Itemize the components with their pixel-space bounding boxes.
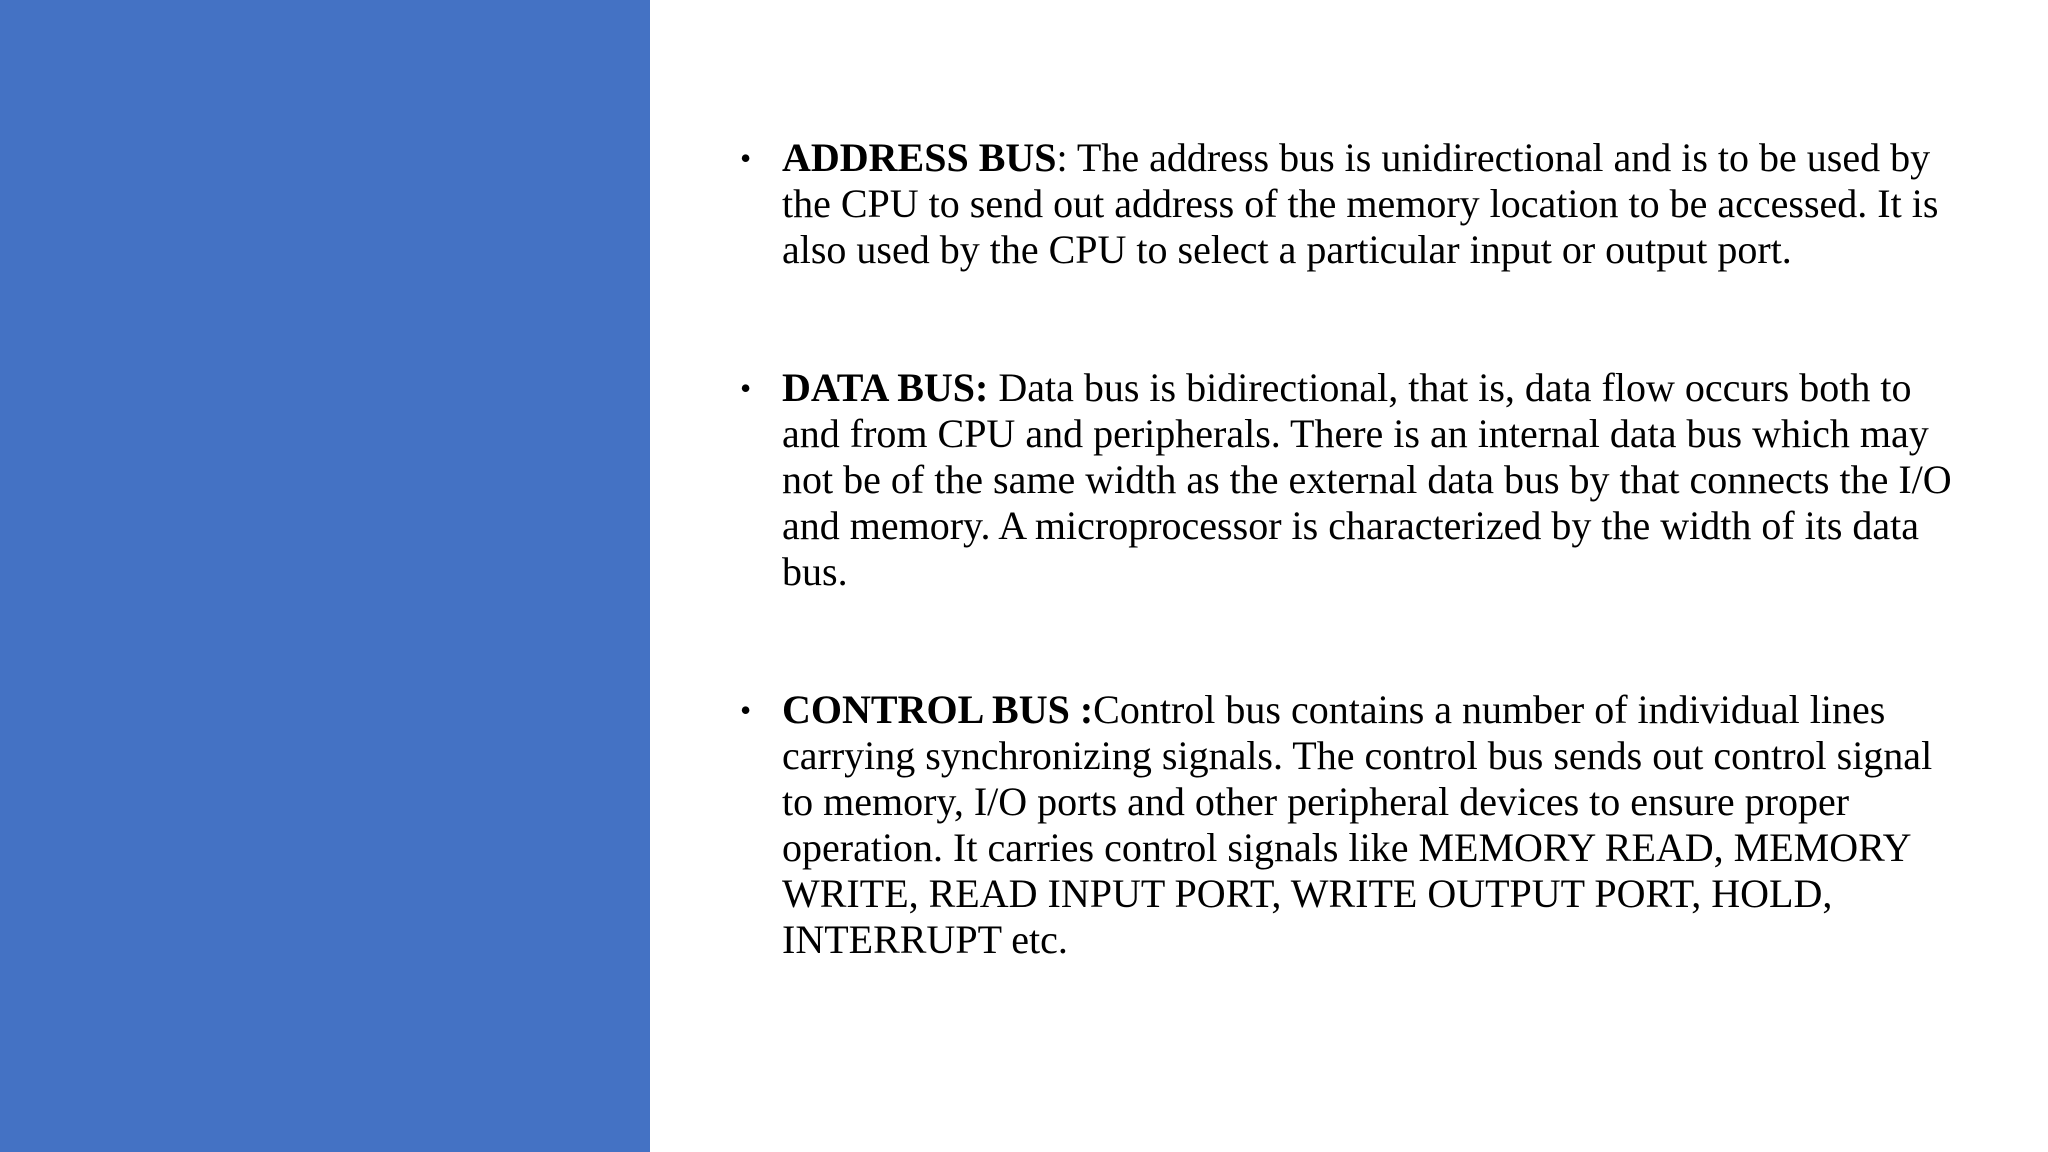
bullet-text: : The address bus is unidirectional and is to be used by the CPU to send out address of the memory location to be accessed. It is also used by the CPU to select a particular input or output port. bbox=[782, 135, 1939, 272]
bullet-icon: • bbox=[740, 140, 752, 176]
accent-panel bbox=[0, 0, 650, 1152]
bullet-term: CONTROL BUS : bbox=[782, 687, 1094, 732]
bullet-term: DATA BUS: bbox=[782, 365, 989, 410]
bullet-icon: • bbox=[740, 370, 752, 406]
bullet-item-address-bus bbox=[740, 135, 1965, 273]
bullet-text: Control bus contains a number of individual lines carrying synchronizing signals. The control bus sends out control signal to memory, I/O ports and other peripheral devices to ensure proper operation. It carries control signals like MEMORY READ, MEMORY WRITE, READ INPUT PORT, WRITE OUTPUT PORT, HOLD, INTERRUPT etc. bbox=[782, 687, 1933, 962]
bullet-item-control-bus bbox=[740, 687, 1965, 963]
bullet-list bbox=[740, 135, 1965, 963]
bullet-text: Data bus is bidirectional, that is, data flow occurs both to and from CPU and peripherals. There is an internal data bus which may not be of the same width as the external data bus by that connects the I/O and memory. A microprocessor is characterized by the width of its data bus. bbox=[782, 365, 1952, 594]
bullet-item-data-bus bbox=[740, 365, 1965, 595]
slide-content bbox=[740, 135, 1965, 963]
bullet-term: ADDRESS BUS bbox=[782, 135, 1057, 180]
bullet-icon: • bbox=[740, 692, 752, 728]
